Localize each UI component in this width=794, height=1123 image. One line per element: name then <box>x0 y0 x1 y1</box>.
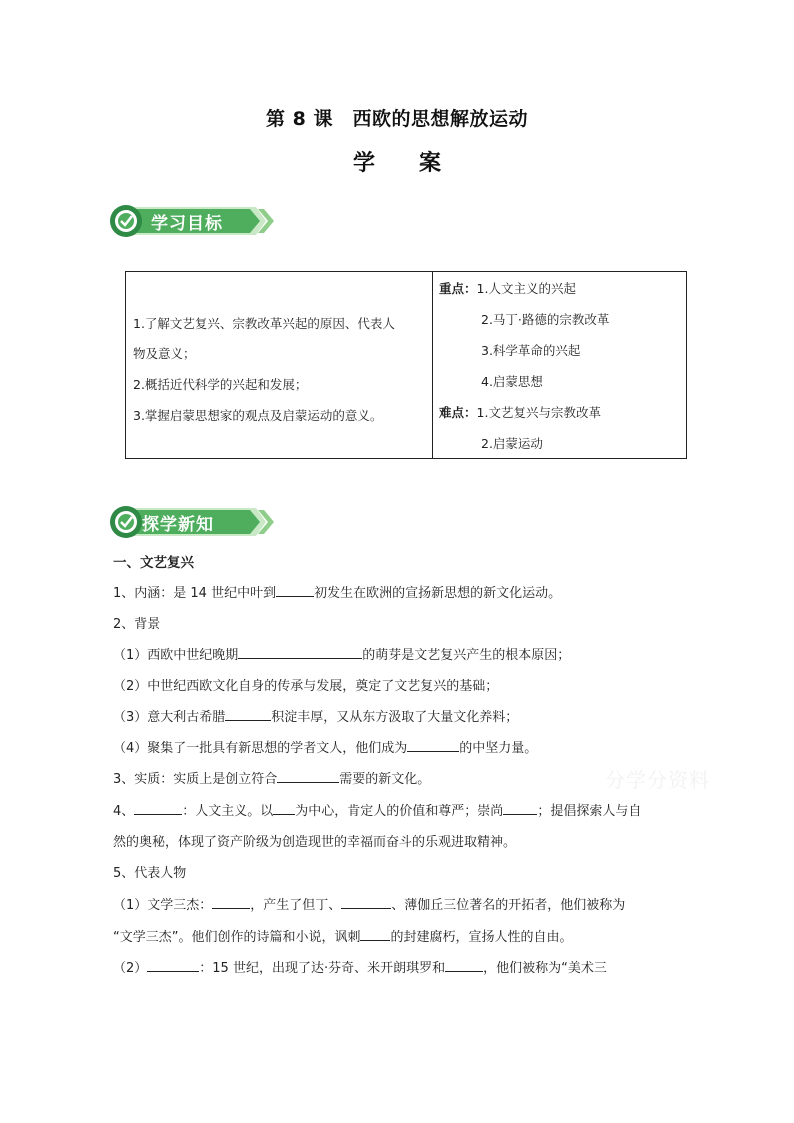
fill-blank <box>277 769 339 783</box>
content-line: （2）中世纪西欧文化自身的传承与发展，奠定了文艺复兴的基础； <box>113 679 499 694</box>
text-segment: 1、内涵：是 14 世纪中叶到 <box>113 586 277 601</box>
text-segment: ，产生了但丁、 <box>250 898 342 913</box>
text-segment: 3、实质：实质上是创立符合 <box>113 772 278 787</box>
section-heading: 一、文艺复兴 <box>113 555 194 571</box>
key-point-row <box>439 279 576 297</box>
text-segment: 为中心，肯定人的价值和尊严；崇尚 <box>295 804 504 819</box>
text-segment: （3）意大利古希腊 <box>113 710 226 725</box>
text-segment: 需要的新文化。 <box>339 772 431 787</box>
key-point-item: 1.人文主义的兴起 <box>476 281 576 296</box>
text-segment: 的萌芽是文艺复兴产生的根本原因； <box>362 648 571 663</box>
key-point-item: 2.马丁·路德的宗教改革 <box>481 312 610 327</box>
content-line <box>113 957 607 976</box>
text-segment: 初发生在欧洲的宣扬新思想的新文化运动。 <box>314 586 562 601</box>
fill-blank <box>147 958 199 972</box>
goal-item: 物及意义； <box>133 346 196 361</box>
fill-blank <box>273 801 295 815</box>
goal-item: 2.概括近代科学的兴起和发展； <box>133 377 308 392</box>
text-segment: ：15 世纪，出现了达·芬奇、米开朗琪罗和 <box>199 961 446 976</box>
fill-blank <box>134 801 182 815</box>
text-segment: 积淀丰厚，又从东方汲取了大量文化养料； <box>271 710 519 725</box>
fill-blank <box>225 707 271 721</box>
section-banner-goals-label: 学习目标 <box>151 214 223 234</box>
difficult-point-item: 2.启蒙运动 <box>481 436 543 451</box>
content-line <box>113 894 625 913</box>
goal-item: 1.了解文艺复兴、宗教改革兴起的原因、代表人 <box>133 316 395 331</box>
text-segment: （4）聚集了一批具有新思想的学者文人，他们成为 <box>113 741 408 756</box>
text-segment: “文学三杰”。他们创作的诗篇和小说，讽刺 <box>113 930 361 945</box>
content-line: 5、代表人物 <box>113 866 187 881</box>
content-line <box>113 644 570 663</box>
text-segment: 、薄伽丘三位著名的开拓者，他们被称为 <box>391 898 626 913</box>
content-line <box>113 582 561 601</box>
fill-blank <box>445 958 483 972</box>
section-banner-goals <box>108 203 274 239</box>
content-line <box>113 737 537 756</box>
goals-table <box>125 271 687 459</box>
fill-blank <box>238 645 362 659</box>
content-line <box>113 800 641 819</box>
fill-blank <box>341 895 391 909</box>
page-title: 第 8 课 西欧的思想解放运动 <box>266 108 528 130</box>
section-banner-explore <box>108 504 274 540</box>
text-segment: ；提倡探索人与自 <box>537 804 642 819</box>
watermark: 分学分资料 <box>605 768 710 792</box>
goal-item: 3.掌握启蒙思想家的观点及启蒙运动的意义。 <box>133 408 383 423</box>
fill-blank <box>503 801 537 815</box>
table-divider <box>432 272 433 458</box>
content-line <box>113 926 573 945</box>
content-line <box>113 768 430 787</box>
page-subtitle: 学案 <box>352 151 485 176</box>
key-point-item: 3.科学革命的兴起 <box>481 343 581 358</box>
text-segment: 的封建腐朽，宣扬人性的自由。 <box>390 930 573 945</box>
text-segment: ，他们被称为“美术三 <box>483 961 607 976</box>
text-segment: ：人文主义。以 <box>182 804 274 819</box>
difficult-point-item: 1.文艺复兴与宗教改革 <box>476 405 601 420</box>
difficult-point-row <box>439 403 601 421</box>
content-line <box>113 706 518 725</box>
key-points-label: 重点： <box>439 281 477 296</box>
key-point-item: 4.启蒙思想 <box>481 374 543 389</box>
content-line: 2、背景 <box>113 617 161 632</box>
content-line: 然的奥秘，体现了资产阶级为创造现世的幸福而奋斗的乐观进取精神。 <box>113 835 517 850</box>
fill-blank <box>407 738 459 752</box>
fill-blank <box>212 895 250 909</box>
text-segment: （2） <box>113 961 148 976</box>
text-segment: 的中坚力量。 <box>459 741 538 756</box>
fill-blank <box>360 927 390 941</box>
fill-blank <box>276 583 314 597</box>
text-segment: （1）文学三杰： <box>113 898 213 913</box>
text-segment: 4、 <box>113 804 135 819</box>
section-banner-explore-label: 探学新知 <box>142 515 214 535</box>
text-segment: （1）西欧中世纪晚期 <box>113 648 239 663</box>
difficult-points-label: 难点： <box>439 405 477 420</box>
